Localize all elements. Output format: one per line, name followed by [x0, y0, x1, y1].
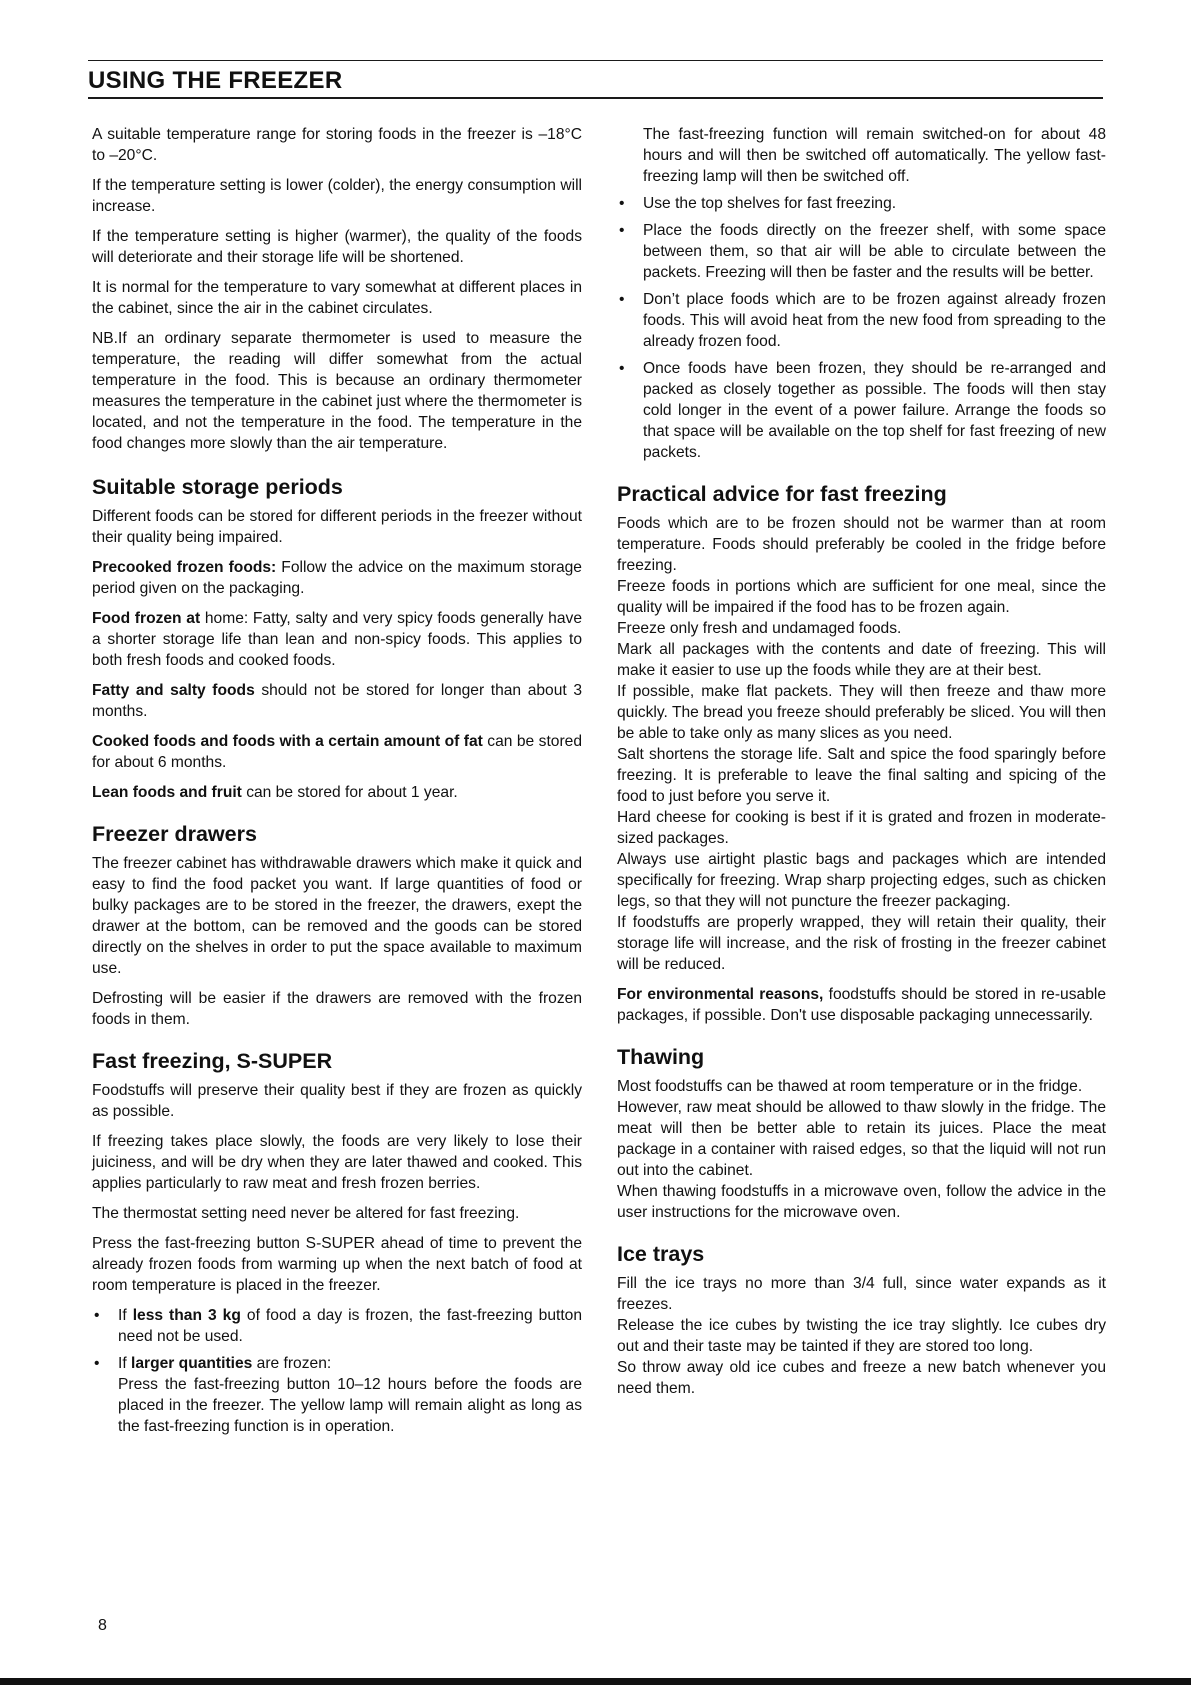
paragraph: If freezing takes place slowly, the foods are very likely to lose their juiciness, and will be dry when they are later thawed and cooked. This applies particularly to raw meat and fresh frozen berries. [92, 1133, 582, 1192]
list-item: • Place the foods directly on the freezer shelf, with some space between them, so that air will be able to circulate between the packets. Freezing will then be faster and the results will be better. [617, 220, 1106, 283]
paragraph: The freezer cabinet has withdrawable drawers which make it quick and easy to find the food packet you want. If large quantities of food or bulky packages are to be stored in the freezer, the drawers, exept the drawer at the bottom, can be removed and the goods can be stored directly on the shelves in order to put the space available to maximum use. [92, 855, 582, 977]
bold-term: Cooked foods and foods with a certain amount of fat [92, 733, 483, 750]
paragraph [92, 557, 582, 599]
paragraph: Different foods can be stored for different periods in the freezer without their quality being impaired. [92, 508, 582, 546]
paragraph [92, 680, 582, 722]
list-item: • Don’t place foods which are to be frozen against already frozen foods. This will avoid heat from the new food from spreading to the already frozen food. [617, 289, 1106, 352]
thawing-text [617, 1076, 1106, 1223]
bold-term: Food frozen at [92, 610, 201, 627]
bottom-rule [0, 1678, 1191, 1685]
paragraph: Defrosting will be easier if the drawers are removed with the frozen foods in them. [92, 990, 582, 1028]
paragraph [92, 608, 582, 671]
section-heading-fast-freezing: Fast freezing, S-SUPER [92, 1049, 333, 1073]
text: If [118, 1307, 133, 1324]
paragraph: If the temperature setting is higher (warmer), the quality of the foods will deteriorate and their storage life will be shortened. [92, 228, 582, 266]
ice-trays-text [617, 1273, 1106, 1399]
text: can be stored for about 1 year. [241, 784, 458, 801]
page-header [88, 60, 1103, 99]
bold-term: Precooked frozen foods: [92, 559, 277, 576]
paragraph: Mark all packages with the contents and date of freezing. This will make it easier to use up the foods while they are at their best. [617, 641, 1106, 679]
paragraph: A suitable temperature range for storing foods in the freezer is –18°C to –20°C. [92, 126, 582, 164]
list-item [92, 1305, 582, 1347]
list-item [92, 1353, 582, 1437]
paragraph: Always use airtight plastic bags and packages which are intended specifically for freezing. Wrap sharp projecting edges, such as chicken legs, so that they will not puncture the freezer packaging. [617, 851, 1106, 910]
paragraph: If the temperature setting is lower (colder), the energy consumption will increase. [92, 177, 582, 215]
paragraph: It is normal for the temperature to vary somewhat at different places in the cabinet, since the air in the cabinet circulates. [92, 279, 582, 317]
list-item: • Once foods have been frozen, they should be re-arranged and packed as closely together as possible. The foods will then stay cold longer in the event of a power failure. Arrange the foods so that space will be available on the top shelf for fast freezing of new packets. [617, 358, 1106, 463]
text: Press the fast-freezing button 10–12 hours before the foods are placed in the freezer. The yellow lamp will remain alight as long as the fast-freezing function is in operation. [118, 1376, 582, 1435]
paragraph: NB.If an ordinary separate thermometer is used to measure the temperature, the reading will differ somewhat from the actual temperature in the food. This is because an ordinary thermometer measures the temperature in the cabinet just where the thermometer is located, and not the temperature in the food. The temperature in the food changes more slowly than the air temperature. [92, 330, 582, 452]
section-heading-ice-trays: Ice trays [617, 1242, 705, 1266]
paragraph: The thermostat setting need never be altered for fast freezing. [92, 1205, 520, 1222]
paragraph: Fill the ice trays no more than 3/4 full, since water expands as it freezes. [617, 1275, 1106, 1313]
text: Follow the advice on the maximum storage period given on the packaging. [92, 559, 582, 597]
page-number: 8 [98, 1617, 107, 1634]
text: foodstuffs should be stored in re-usable packages, if possible. Don't use disposable packaging unnecessarily. [617, 986, 1106, 1024]
text: of food a day is frozen, the fast-freezing button need not be used. [118, 1307, 582, 1345]
paragraph: Foodstuffs will preserve their quality best if they are frozen as quickly as possible. [92, 1082, 582, 1120]
text: home: Fatty, salty and very spicy foods generally have a shorter storage life than lean and non-spicy foods. This applies to both fresh foods and cooked foods. [92, 610, 582, 669]
paragraph: If foodstuffs are properly wrapped, they will retain their quality, their storage life will increase, and the risk of frosting in the freezer cabinet will be reduced. [617, 914, 1106, 973]
bold-term: Fatty and salty foods [92, 682, 255, 699]
text: should not be stored for longer than about 3 months. [92, 682, 582, 720]
paragraph: So throw away old ice cubes and freeze a new batch whenever you need them. [617, 1359, 1106, 1397]
section-heading-thawing: Thawing [617, 1045, 705, 1069]
text: are frozen: [252, 1355, 332, 1372]
paragraph: Most foodstuffs can be thawed at room temperature or in the fridge. [617, 1078, 1083, 1095]
paragraph: If possible, make flat packets. They will then freeze and thaw more quickly. The bread you freeze should preferably be sliced. You will then be able to take only as many slices as you need. [617, 683, 1106, 742]
practical-text [617, 513, 1106, 975]
paragraph: When thawing foodstuffs in a microwave oven, follow the advice in the user instructions for the microwave oven. [617, 1183, 1106, 1221]
section-heading-storage: Suitable storage periods [92, 475, 343, 499]
bold-term: Lean foods and fruit [92, 784, 242, 801]
paragraph [92, 782, 582, 803]
paragraph: However, raw meat should be allowed to thaw slowly in the fridge. The meat will then be better able to retain its juices. Place the meat package in a container with raised edges, so that the liquid will not run out into the cabinet. [617, 1099, 1106, 1179]
paragraph [617, 984, 1106, 1026]
bold-term: For environmental reasons, [617, 986, 824, 1003]
section-heading-drawers: Freezer drawers [92, 822, 257, 846]
bullet-list [92, 1305, 582, 1437]
left-column [92, 124, 582, 1443]
text: can be stored for about 6 months. [92, 733, 582, 771]
right-column [617, 124, 1106, 1408]
paragraph: Freeze only fresh and undamaged foods. [617, 620, 902, 637]
paragraph [92, 731, 582, 773]
paragraph: Freeze foods in portions which are sufficient for one meal, since the quality will be impaired if the food has to be frozen again. [617, 578, 1106, 616]
section-heading-practical: Practical advice for fast freezing [617, 482, 947, 506]
list-item: • Use the top shelves for fast freezing. [617, 193, 1106, 214]
paragraph: Salt shortens the storage life. Salt and spice the food sparingly before freezing. It is preferable to leave the final salting and spicing of the food to just before you serve it. [617, 746, 1106, 805]
bold-term: less than 3 kg [132, 1307, 241, 1324]
page-title: USING THE FREEZER [88, 67, 343, 94]
paragraph: Foods which are to be frozen should not be warmer than at room temperature. Foods should preferably be cooled in the fridge before freezing. [617, 515, 1106, 574]
bold-term: larger quantities [131, 1355, 253, 1372]
paragraph: Hard cheese for cooking is best if it is grated and frozen in moderate-sized packages. [617, 809, 1106, 847]
paragraph: Release the ice cubes by twisting the ice tray slightly. Ice cubes dry out and their taste may be tainted if they are stored too long. [617, 1317, 1106, 1355]
bullet-list [617, 193, 1106, 463]
text: If [118, 1355, 131, 1372]
continued-text: The fast-freezing function will remain switched-on for about 48 hours and will then be switched off automatically. The yellow fast-freezing lamp will then be switched off. [643, 126, 1106, 185]
paragraph: Press the fast-freezing button S-SUPER ahead of time to prevent the already frozen foods from warming up when the next batch of food at room temperature is placed in the freezer. [92, 1235, 582, 1294]
